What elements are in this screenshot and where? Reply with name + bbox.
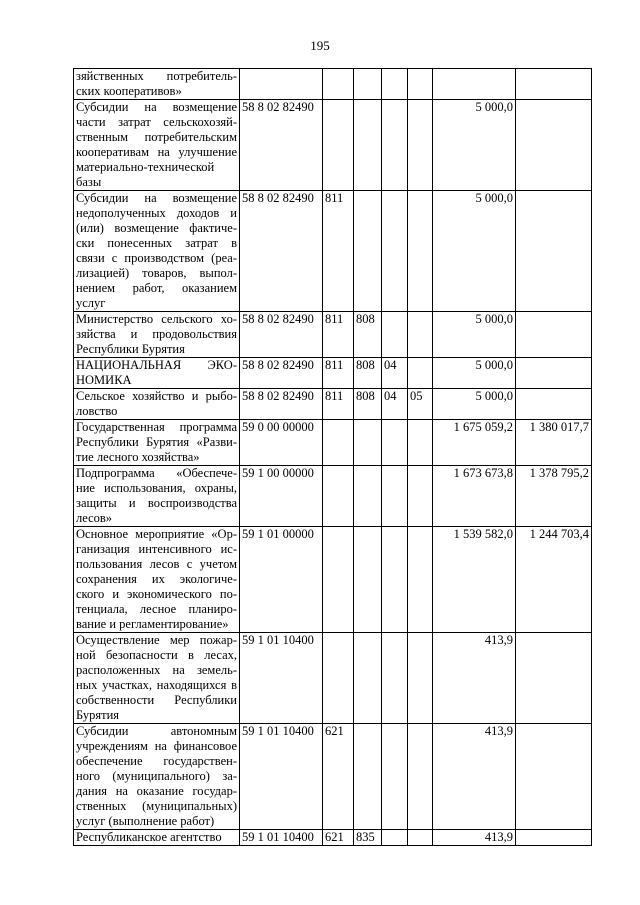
section-cell [382, 69, 408, 100]
row-name-cell: Субсидии на возмещение недополученных доходов и (или) возмещение фактиче-ски понесенных затрат в связи с производством (реа-лизацией) товаров, выпол-нением работ, оказанием услуг [74, 191, 240, 312]
amount-year2-cell [516, 389, 592, 420]
section-cell [382, 312, 408, 358]
amount-year2-cell [516, 724, 592, 830]
amount-year1-cell: 5 000,0 [433, 389, 516, 420]
target-article-cell: 59 1 01 10400 [240, 830, 323, 846]
ministry-code-cell [354, 69, 382, 100]
table-row [74, 100, 592, 191]
table-row [74, 466, 592, 527]
table-row [74, 358, 592, 389]
row-name-cell: Субсидии на возмещение части затрат сельскохозяй-ственным потребительским кооперативам на улучшение материально-технической базы [74, 100, 240, 191]
section-cell: 04 [382, 358, 408, 389]
table-row [74, 420, 592, 466]
amount-year1-cell: 413,9 [433, 830, 516, 846]
expense-type-cell: 621 [323, 724, 354, 830]
expense-type-cell [323, 100, 354, 191]
amount-year1-cell: 1 539 582,0 [433, 527, 516, 633]
row-name-cell: Основное мероприятие «Ор-ганизация интенсивного ис-пользования лесов с учетом сохранения их экологиче-ского и экономического по-тенциала, лесное планиро-вание и регламентирование» [74, 527, 240, 633]
amount-year1-cell: 5 000,0 [433, 312, 516, 358]
amount-year1-cell [433, 69, 516, 100]
subsection-cell [408, 633, 433, 724]
section-cell: 04 [382, 389, 408, 420]
amount-year2-cell [516, 69, 592, 100]
amount-year2-cell: 1 378 795,2 [516, 466, 592, 527]
amount-year2-cell [516, 100, 592, 191]
expense-type-cell: 621 [323, 830, 354, 846]
row-name-cell: Сельское хозяйство и рыбо-ловство [74, 389, 240, 420]
amount-year2-cell [516, 358, 592, 389]
section-cell [382, 633, 408, 724]
subsection-cell [408, 312, 433, 358]
expense-type-cell: 811 [323, 312, 354, 358]
subsection-cell [408, 724, 433, 830]
section-cell [382, 420, 408, 466]
target-article-cell: 59 1 00 00000 [240, 466, 323, 527]
amount-year2-cell [516, 312, 592, 358]
table-row [74, 527, 592, 633]
amount-year1-cell: 413,9 [433, 633, 516, 724]
row-name-cell: зяйственных потребитель-ских кооперативов» [74, 69, 240, 100]
table-row [74, 191, 592, 312]
budget-table-body [74, 69, 592, 846]
ministry-code-cell [354, 100, 382, 191]
target-article-cell: 58 8 02 82490 [240, 358, 323, 389]
target-article-cell: 59 0 00 00000 [240, 420, 323, 466]
ministry-code-cell [354, 527, 382, 633]
amount-year1-cell: 5 000,0 [433, 191, 516, 312]
ministry-code-cell: 835 [354, 830, 382, 846]
section-cell [382, 100, 408, 191]
table-row [74, 312, 592, 358]
ministry-code-cell: 808 [354, 312, 382, 358]
row-name-cell: Республиканское агентство [74, 830, 240, 846]
amount-year2-cell [516, 633, 592, 724]
ministry-code-cell: 808 [354, 389, 382, 420]
subsection-cell [408, 69, 433, 100]
ministry-code-cell [354, 633, 382, 724]
table-row [74, 69, 592, 100]
amount-year1-cell: 1 675 059,2 [433, 420, 516, 466]
target-article-cell [240, 69, 323, 100]
expense-type-cell [323, 420, 354, 466]
row-name-cell: Государственная программа Республики Бурятия «Разви-тие лесного хозяйства» [74, 420, 240, 466]
amount-year1-cell: 413,9 [433, 724, 516, 830]
amount-year1-cell: 1 673 673,8 [433, 466, 516, 527]
row-name-cell: Подпрограмма «Обеспече-ние использования, охраны, защиты и воспроизводства лесов» [74, 466, 240, 527]
target-article-cell: 59 1 01 00000 [240, 527, 323, 633]
amount-year2-cell [516, 830, 592, 846]
ministry-code-cell [354, 420, 382, 466]
ministry-code-cell [354, 191, 382, 312]
amount-year2-cell: 1 380 017,7 [516, 420, 592, 466]
expense-type-cell [323, 466, 354, 527]
row-name-cell: Осуществление мер пожар-ной безопасности в лесах, расположенных на земель-ных участках, находящихся в собственности Республики Бурятия [74, 633, 240, 724]
target-article-cell: 59 1 01 10400 [240, 724, 323, 830]
subsection-cell [408, 358, 433, 389]
amount-year2-cell [516, 191, 592, 312]
table-row [74, 724, 592, 830]
amount-year1-cell: 5 000,0 [433, 100, 516, 191]
section-cell [382, 466, 408, 527]
expense-type-cell: 811 [323, 389, 354, 420]
section-cell [382, 527, 408, 633]
target-article-cell: 59 1 01 10400 [240, 633, 323, 724]
subsection-cell [408, 527, 433, 633]
row-name-cell: НАЦИОНАЛЬНАЯ ЭКО-НОМИКА [74, 358, 240, 389]
expense-type-cell: 811 [323, 358, 354, 389]
page-number: 195 [310, 38, 330, 53]
table-row [74, 830, 592, 846]
expense-type-cell [323, 633, 354, 724]
subsection-cell [408, 420, 433, 466]
table-row [74, 389, 592, 420]
expense-type-cell [323, 69, 354, 100]
budget-table [73, 68, 592, 846]
subsection-cell [408, 830, 433, 846]
section-cell [382, 724, 408, 830]
expense-type-cell [323, 527, 354, 633]
ministry-code-cell [354, 466, 382, 527]
table-row [74, 633, 592, 724]
subsection-cell [408, 466, 433, 527]
row-name-cell: Министерство сельского хо-зяйства и продовольствия Республики Бурятия [74, 312, 240, 358]
ministry-code-cell: 808 [354, 358, 382, 389]
target-article-cell: 58 8 02 82490 [240, 191, 323, 312]
section-cell [382, 191, 408, 312]
section-cell [382, 830, 408, 846]
ministry-code-cell [354, 724, 382, 830]
amount-year1-cell: 5 000,0 [433, 358, 516, 389]
expense-type-cell: 811 [323, 191, 354, 312]
amount-year2-cell: 1 244 703,4 [516, 527, 592, 633]
target-article-cell: 58 8 02 82490 [240, 312, 323, 358]
subsection-cell [408, 100, 433, 191]
subsection-cell [408, 191, 433, 312]
target-article-cell: 58 8 02 82490 [240, 389, 323, 420]
row-name-cell: Субсидии автономным учреждениям на финансовое обеспечение государствен-ного (муниципального) за-дания на оказание государ-ственных (муниципальных) услуг (выполнение работ) [74, 724, 240, 830]
target-article-cell: 58 8 02 82490 [240, 100, 323, 191]
subsection-cell: 05 [408, 389, 433, 420]
